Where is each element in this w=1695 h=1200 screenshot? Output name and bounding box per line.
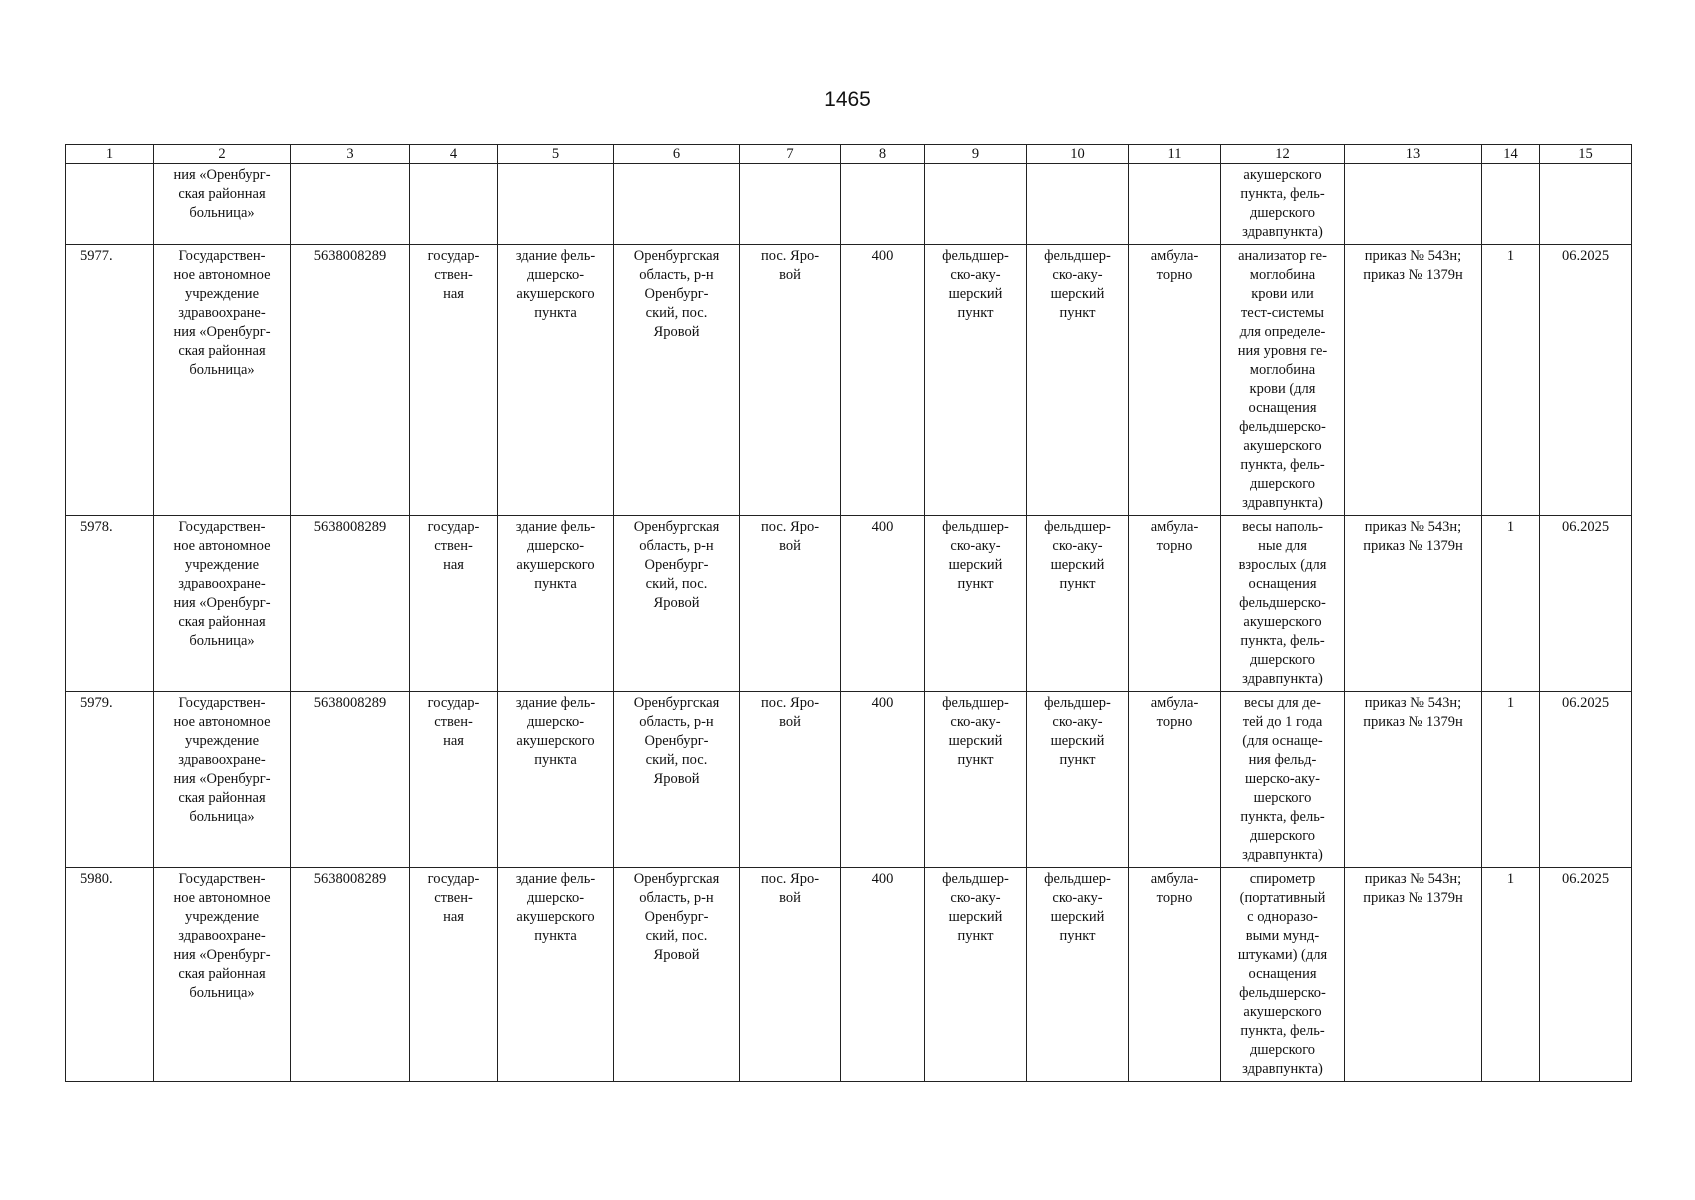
table-cell [498,164,614,245]
care-conditions: амбула- торно [1129,516,1221,692]
organization-name: Государствен- ное автономное учреждение здравоохране- ния «Оренбург- ская районная больница» [154,692,291,868]
equipment: весы для де- тей до 1 года (для оснаще- ния фельд- шерско-аку- шерского пункта, фель- дшерского здравпункта) [1221,692,1345,868]
table-cell [1129,164,1221,245]
row-number: 5980. [66,868,154,1082]
orders: приказ № 543н; приказ № 1379н [1345,868,1482,1082]
orders: приказ № 543н; приказ № 1379н [1345,692,1482,868]
inn: 5638008289 [291,868,410,1082]
unit-subtype: фельдшер- ско-аку- шерский пункт [1027,245,1129,516]
organization-name: Государствен- ное автономное учреждение здравоохранe- ния «Оренбург- ская районная больница» [154,245,291,516]
population: 400 [841,868,925,1082]
row-number: 5978. [66,516,154,692]
column-header: 12 [1221,145,1345,164]
page-number: 1465 [824,88,871,111]
inn: 5638008289 [291,516,410,692]
ownership-form: государ- ствен- ная [410,692,498,868]
date: 06.2025 [1540,516,1632,692]
organization-name: Государствен- ное автономное учреждение здравоохране- ния «Оренбург- ская районная больница» [154,516,291,692]
address: Оренбургская область, р-н Оренбург- ский, пос. Яровой [614,868,740,1082]
ownership-form: государ- ствен- ная [410,868,498,1082]
table-cell [1482,164,1540,245]
unit-subtype: фельдшер- ско-аку- шерский пункт [1027,868,1129,1082]
orders: приказ № 543н; приказ № 1379н [1345,516,1482,692]
table-row [66,868,1632,1082]
column-header: 2 [154,145,291,164]
object-name: здание фель- дшерско- акушерского пункта [498,245,614,516]
quantity: 1 [1482,245,1540,516]
table-cell: ния «Оренбург- ская районная больница» [154,164,291,245]
date: 06.2025 [1540,692,1632,868]
address: Оренбургская область, р-н Оренбург- ский, пос. Яровой [614,245,740,516]
table-cell [925,164,1027,245]
ownership-form: государ- ствен- ная [410,245,498,516]
population: 400 [841,245,925,516]
table-row [66,692,1632,868]
object-name: здание фель- дшерско- акушерского пункта [498,516,614,692]
table-cell [841,164,925,245]
unit-type: фельдшер- ско-аку- шерский пункт [925,868,1027,1082]
column-header: 15 [1540,145,1632,164]
inn: 5638008289 [291,245,410,516]
column-header: 14 [1482,145,1540,164]
address: Оренбургская область, р-н Оренбург- ский, пос. Яровой [614,516,740,692]
table-cell: акушерского пункта, фель- дшерского здравпункта) [1221,164,1345,245]
population: 400 [841,516,925,692]
settlement: пос. Яро- вой [740,516,841,692]
date: 06.2025 [1540,245,1632,516]
table-cell [291,164,410,245]
unit-type: фельдшер- ско-аку- шерский пункт [925,692,1027,868]
row-number: 5977. [66,245,154,516]
equipment: анализатор ге- моглобина крови или тест-системы для определе- ния уровня ге- моглобина крови (для оснащения фельдшерско- акушерского пункта, фель- дшерского здравпункта) [1221,245,1345,516]
settlement: пос. Яро- вой [740,245,841,516]
table-cell [614,164,740,245]
quantity: 1 [1482,692,1540,868]
settlement: пос. Яро- вой [740,868,841,1082]
column-header: 3 [291,145,410,164]
orders: приказ № 543н; приказ № 1379н [1345,245,1482,516]
column-header: 5 [498,145,614,164]
column-header: 4 [410,145,498,164]
unit-subtype: фельдшер- ско-аку- шерский пункт [1027,692,1129,868]
column-number-header [66,145,1632,164]
care-conditions: амбула- торно [1129,868,1221,1082]
table-row-continuation [66,164,1632,245]
register-table [65,144,1632,1082]
column-header: 11 [1129,145,1221,164]
table-cell [1027,164,1129,245]
settlement: пос. Яро- вой [740,692,841,868]
unit-type: фельдшер- ско-аку- шерский пункт [925,516,1027,692]
organization-name: Государствен- ное автономное учреждение здравоохране- ния «Оренбург- ская районная больница» [154,868,291,1082]
table-row [66,245,1632,516]
care-conditions: амбула- торно [1129,245,1221,516]
object-name: здание фель- дшерско- акушерского пункта [498,868,614,1082]
table-cell [1345,164,1482,245]
column-header: 13 [1345,145,1482,164]
quantity: 1 [1482,868,1540,1082]
address: Оренбургская область, р-н Оренбург- ский, пос. Яровой [614,692,740,868]
date: 06.2025 [1540,868,1632,1082]
column-header: 1 [66,145,154,164]
table-row [66,516,1632,692]
column-header: 7 [740,145,841,164]
care-conditions: амбула- торно [1129,692,1221,868]
equipment: весы наполь- ные для взрослых (для оснащения фельдшерско- акушерского пункта, фель- дшерского здравпункта) [1221,516,1345,692]
object-name: здание фель- дшерско- акушерского пункта [498,692,614,868]
table-cell [740,164,841,245]
column-header: 9 [925,145,1027,164]
ownership-form: государ- ствен- ная [410,516,498,692]
table-cell [1540,164,1632,245]
unit-type: фельдшер- ско-аку- шерский пункт [925,245,1027,516]
unit-subtype: фельдшер- ско-аку- шерский пункт [1027,516,1129,692]
inn: 5638008289 [291,692,410,868]
column-header: 6 [614,145,740,164]
column-header: 10 [1027,145,1129,164]
equipment: спирометр (портативный с одноразо- выми мунд- штуками) (для оснащения фельдшерско- акушерского пункта, фель- дшерского здравпункта) [1221,868,1345,1082]
quantity: 1 [1482,516,1540,692]
table-cell [66,164,154,245]
table-cell [410,164,498,245]
row-number: 5979. [66,692,154,868]
column-header: 8 [841,145,925,164]
population: 400 [841,692,925,868]
